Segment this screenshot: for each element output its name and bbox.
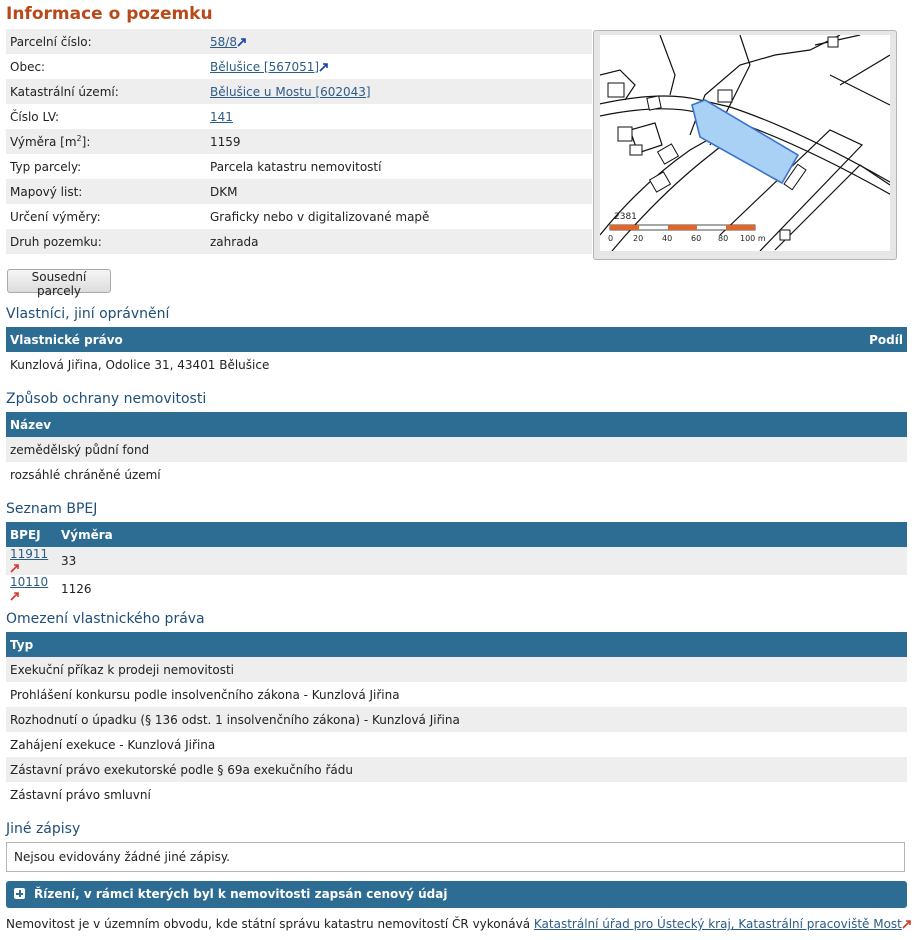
info-label: Typ parcely: bbox=[10, 159, 82, 174]
cadastral-office-link[interactable]: Katastrální úřad pro Ústecký kraj, Katastrální pracoviště Most bbox=[533, 917, 902, 931]
owners-table bbox=[6, 327, 907, 377]
restriction-item: Zástavní právo smluvní bbox=[10, 787, 151, 802]
restriction-item: Prohlášení konkursu podle insolvenčního zákona - Kunzlová Jiřina bbox=[10, 687, 400, 702]
info-row bbox=[6, 229, 592, 254]
table-row bbox=[6, 352, 907, 377]
parcel-info-table bbox=[6, 29, 592, 254]
bpej-table bbox=[6, 522, 907, 603]
restriction-item: Exekuční příkaz k prodeji nemovitosti bbox=[6, 657, 907, 682]
scale-segment bbox=[668, 225, 697, 230]
owners-col-right: Vlastnické právo bbox=[6, 327, 675, 352]
info-value bbox=[206, 29, 592, 54]
owners-col-share: Podíl bbox=[675, 327, 907, 352]
external-link-icon[interactable] bbox=[10, 563, 20, 573]
info-value bbox=[206, 54, 592, 79]
table-row bbox=[6, 462, 907, 487]
restrictions-col-type: Typ bbox=[6, 632, 907, 657]
other-records-heading: Jiné zápisy bbox=[6, 821, 81, 837]
neighbor-parcels-button[interactable]: Sousední parcely bbox=[7, 269, 111, 293]
table-row bbox=[6, 782, 907, 807]
price-records-label: Řízení, v rámci kterých byl k nemovitosti zapsán cenový údaj bbox=[34, 887, 448, 901]
info-value bbox=[206, 104, 592, 129]
info-label: Určení výměry: bbox=[10, 209, 101, 224]
footer-note bbox=[6, 917, 912, 931]
info-value: Graficky nebo v digitalizované mapě bbox=[210, 209, 430, 224]
owner-name: Kunzlová Jiřina, Odolice 31, 43401 Bělušice bbox=[6, 352, 907, 377]
restriction-item: Zahájení exekuce - Kunzlová Jiřina bbox=[10, 737, 216, 752]
table-row bbox=[6, 682, 907, 707]
restrictions-heading: Omezení vlastnického práva bbox=[6, 611, 205, 627]
protection-col-name: Název bbox=[6, 412, 907, 437]
info-value: DKM bbox=[206, 179, 592, 204]
ownership-sheet-link[interactable]: 141 bbox=[210, 109, 233, 124]
table-row bbox=[6, 757, 907, 782]
info-row bbox=[6, 204, 592, 229]
scale-tick: 0 bbox=[608, 234, 614, 243]
external-link-icon[interactable] bbox=[319, 62, 329, 72]
cadastral-map-image[interactable] bbox=[600, 35, 890, 251]
info-label: Parcelní číslo: bbox=[6, 29, 206, 54]
scale-tick: 80 bbox=[718, 234, 729, 243]
scale-segment bbox=[610, 225, 639, 230]
table-row bbox=[6, 437, 907, 462]
scale-tick: 20 bbox=[633, 234, 644, 243]
info-row bbox=[6, 179, 592, 204]
table-row bbox=[6, 732, 907, 757]
info-label: Mapový list: bbox=[6, 179, 206, 204]
info-row bbox=[6, 129, 592, 154]
scale-tick: 100 m bbox=[740, 234, 766, 243]
price-records-accordion[interactable] bbox=[6, 881, 907, 908]
protection-item: rozsáhlé chráněné území bbox=[10, 467, 161, 482]
scale-tick: 60 bbox=[691, 234, 702, 243]
other-records-box: Nejsou evidovány žádné jiné zápisy. bbox=[6, 842, 905, 872]
restriction-item: Rozhodnutí o úpadku (§ 136 odst. 1 insolvenčního zákona) - Kunzlová Jiřina bbox=[6, 707, 907, 732]
bpej-code-link[interactable]: 11911 bbox=[10, 547, 49, 561]
scale-tick: 40 bbox=[662, 234, 673, 243]
info-label: Číslo LV: bbox=[10, 109, 60, 124]
table-row bbox=[6, 547, 907, 575]
info-value: 1159 bbox=[206, 129, 592, 154]
info-row bbox=[6, 104, 592, 129]
table-row bbox=[6, 657, 907, 682]
municipality-link[interactable]: Bělušice [567051] bbox=[210, 59, 320, 74]
bpej-area: 33 bbox=[57, 547, 907, 575]
protection-heading: Způsob ochrany nemovitosti bbox=[6, 391, 207, 407]
cadastral-area-link[interactable]: Bělušice u Mostu [602043] bbox=[210, 84, 371, 99]
bpej-col-code: BPEJ bbox=[6, 522, 57, 547]
parcel-map[interactable] bbox=[593, 30, 897, 260]
info-label: Druh pozemku: bbox=[6, 229, 206, 254]
bpej-code-link[interactable]: 10110 bbox=[10, 575, 49, 589]
footer-text: Nemovitost je v územním obvodu, kde státní správu katastru nemovitostí ČR vykonává bbox=[6, 917, 534, 931]
info-label: Katastrální území: bbox=[6, 79, 206, 104]
info-label: Výměra $[m^2]$: bbox=[6, 129, 206, 154]
info-value: zahrada bbox=[206, 229, 592, 254]
info-label: Obec: bbox=[10, 59, 46, 74]
table-row bbox=[6, 575, 907, 603]
protection-item: zemědělský půdní fond bbox=[6, 437, 907, 462]
info-row bbox=[6, 79, 592, 104]
expand-plus-icon[interactable] bbox=[14, 888, 25, 899]
bpej-area: 1126 bbox=[61, 582, 92, 596]
scale-segment bbox=[726, 225, 755, 230]
protection-table bbox=[6, 412, 907, 487]
info-row bbox=[6, 54, 592, 79]
info-value bbox=[206, 79, 592, 104]
external-link-icon[interactable] bbox=[902, 919, 912, 929]
page-title: Informace o pozemku bbox=[6, 4, 213, 24]
bpej-col-area: Výměra bbox=[57, 522, 907, 547]
info-value: Parcela katastru nemovitostí bbox=[210, 159, 382, 174]
restrictions-table bbox=[6, 632, 907, 807]
external-link-icon[interactable] bbox=[10, 591, 20, 601]
parcel-number-link[interactable]: 58/8 bbox=[210, 34, 237, 49]
table-row bbox=[6, 707, 907, 732]
restriction-item: Zástavní právo exekutorské podle § 69a exekučního řádu bbox=[6, 757, 907, 782]
info-row bbox=[6, 29, 592, 54]
info-row bbox=[6, 154, 592, 179]
owners-heading: Vlastníci, jiní oprávnění bbox=[6, 306, 170, 322]
map-parcel-number: 2381 bbox=[614, 212, 637, 222]
bpej-heading: Seznam BPEJ bbox=[6, 501, 98, 517]
external-link-icon[interactable] bbox=[237, 37, 247, 47]
